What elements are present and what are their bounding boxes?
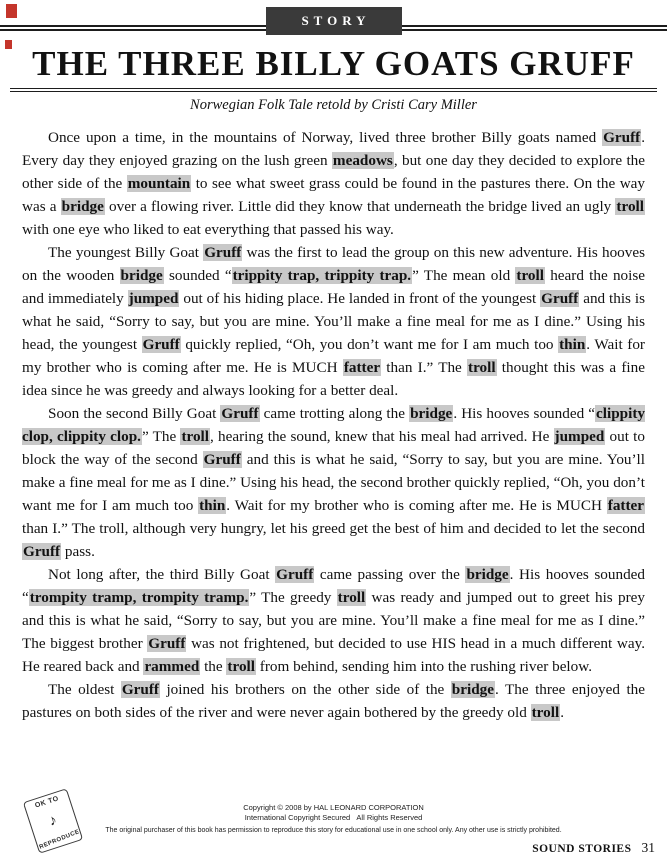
highlighted-word: troll [468, 359, 496, 376]
highlighted-word: Gruff [203, 451, 241, 468]
story-paragraph [22, 678, 645, 724]
story-text: . Wait for my brother who is coming after me. He is MUCH [22, 336, 645, 376]
story-paragraph [22, 563, 645, 678]
highlighted-word: rammed [144, 658, 200, 675]
highlighted-word: bridge [61, 198, 104, 215]
story-text: quickly replied, “Oh, you don’t want me for I am much too [180, 336, 559, 353]
story-text: than I.” The [381, 359, 468, 376]
story-text: . The three enjoyed the pastures on both sides of the river and were never again bothered by the greedy old [22, 681, 645, 721]
story-text: joined his brothers on the other side of the [159, 681, 451, 698]
highlighted-word: bridge [466, 566, 509, 583]
story-paragraph [22, 126, 645, 241]
title-double-rule [10, 88, 657, 92]
highlighted-word: jumped [554, 428, 605, 445]
story-paragraphs [0, 126, 667, 724]
highlighted-word: Gruff [121, 681, 159, 698]
story-text: , but one day they decided to explore the other side of the [22, 152, 645, 192]
highlighted-word: fatter [607, 497, 645, 514]
story-text: came passing over the [314, 566, 466, 583]
highlighted-word: bridge [451, 681, 494, 698]
subtitle: Norwegian Folk Tale retold by Cristi Cary Miller [190, 97, 477, 113]
story-text: with one eye who liked to eat everything that passed his way. [22, 221, 394, 238]
story-text: out of his hiding place. He landed in front of the youngest [179, 290, 541, 307]
story-text: from behind, sending him into the rushing river below. [255, 658, 593, 675]
ok-to-reproduce-stamp [23, 788, 83, 854]
story-text: . His hooves sounded “ [453, 405, 596, 422]
highlighted-word: jumped [128, 290, 179, 307]
story-text: was the first to lead the group on this new adventure. His hooves on the wooden [22, 244, 646, 284]
highlighted-word: troll [227, 658, 255, 675]
highlighted-word: mountain [127, 175, 191, 192]
copyright-line: Copyright © 2008 by HAL LEONARD CORPORATION [243, 803, 424, 812]
highlighted-word: thin [559, 336, 586, 353]
highlighted-word: Gruff [603, 129, 641, 146]
highlighted-word: trippity trap, trippity trap. [232, 267, 412, 284]
story-text: Soon the second Billy Goat [48, 405, 221, 422]
page-title: THE THREE BILLY GOATS GRUFF [32, 44, 635, 83]
page-header [0, 0, 667, 42]
story-text: The youngest Billy Goat [48, 244, 204, 261]
story-text: heard the noise and immediately [22, 267, 646, 307]
stamp-top-label: OK TO [34, 795, 60, 810]
highlighted-word: clippity clop, clippity clop. [22, 405, 645, 445]
story-text: the [200, 658, 227, 675]
story-text: . Wait for my brother who is coming after me. He is MUCH [226, 497, 607, 514]
copyright-line: International Copyright Secured All Rights Reserved [244, 813, 423, 822]
story-text: than I.” The troll, although very hungry, let his greed get the best of him and decided to let the second [22, 520, 645, 537]
highlighted-word: Gruff [541, 290, 579, 307]
copyright-block [104, 803, 564, 836]
highlighted-word: Gruff [142, 336, 180, 353]
story-text: to see what sweet grass could be found in the pastures there. On the way was a [22, 175, 645, 215]
story-text: out to block the way of the second [22, 428, 645, 468]
highlighted-word: Gruff [23, 543, 61, 560]
story-paragraph [22, 241, 645, 402]
story-text: ” The mean old [412, 267, 516, 284]
story-text: thought this was a fine idea since he was greedy and always looking for a better deal. [22, 359, 645, 399]
story-text: was not frightened, but decided to use HIS head in a much different way. He reared back and [22, 635, 645, 675]
story-text: . Every day they enjoyed grazing on the lush green [22, 129, 645, 169]
series-footer [532, 840, 655, 856]
story-text: ” The greedy [249, 589, 337, 606]
highlighted-word: thin [199, 497, 226, 514]
story-text: was ready and jumped out to greet his prey and this is what he said, “Sorry to say, but you are mine. You’ll make a fine meal for me as I dine.” The biggest brother [22, 589, 645, 652]
music-note-icon: ♪ [46, 812, 60, 830]
highlighted-word: trompity tramp, trompity tramp. [29, 589, 249, 606]
highlighted-word: troll [531, 704, 560, 721]
banner-label: STORY [301, 13, 371, 28]
story-text: over a flowing river. Little did they know that underneath the bridge lived an ugly [104, 198, 616, 215]
story-text: sounded “ [163, 267, 232, 284]
story-text: Once upon a time, in the mountains of Norway, lived three brother Billy goats named [48, 129, 603, 146]
story-text: Not long after, the third Billy Goat [48, 566, 276, 583]
story-text: came trotting along the [259, 405, 410, 422]
highlighted-word: Gruff [276, 566, 314, 583]
story-text: and this is what he said, “Sorry to say, but you are mine. You’ll make a fine meal for me as I dine.” Using his head, the youngest [22, 290, 645, 353]
story-text: and this is what he said, “Sorry to say, but you are mine. You’ll make a fine meal for me as I dine.” Using his head, the second brother quickly replied, “Oh, you don’t want me for I am much too [22, 451, 646, 514]
series-label: SOUND STORIES [532, 843, 632, 855]
highlighted-word: Gruff [204, 244, 242, 261]
story-text: , hearing the sound, knew that his meal had arrived. He [210, 428, 554, 445]
stamp-outline [23, 788, 83, 854]
story-banner [266, 7, 402, 35]
highlighted-word: troll [616, 198, 644, 215]
highlighted-word: troll [181, 428, 209, 445]
copyright-line: The original purchaser of this book has permission to reproduce this story for educational use in one school only. Any other use is strictly prohibited. [105, 827, 562, 834]
story-text: ” The [141, 428, 181, 445]
highlighted-word: Gruff [221, 405, 259, 422]
highlighted-word: bridge [410, 405, 453, 422]
highlighted-word: bridge [120, 267, 163, 284]
story-text: The oldest [48, 681, 121, 698]
highlighted-word: meadows [332, 152, 393, 169]
stamp-bottom-label: REPRODUCE [38, 829, 81, 851]
highlighted-word: Gruff [148, 635, 186, 652]
story-text: pass. [61, 543, 95, 560]
story-text: . [560, 704, 564, 721]
story-text: . His hooves sounded “ [22, 566, 645, 606]
highlighted-word: troll [516, 267, 544, 284]
story-paragraph [22, 402, 645, 563]
highlighted-word: fatter [343, 359, 381, 376]
page-number: 31 [641, 840, 655, 855]
highlighted-word: troll [337, 589, 366, 606]
